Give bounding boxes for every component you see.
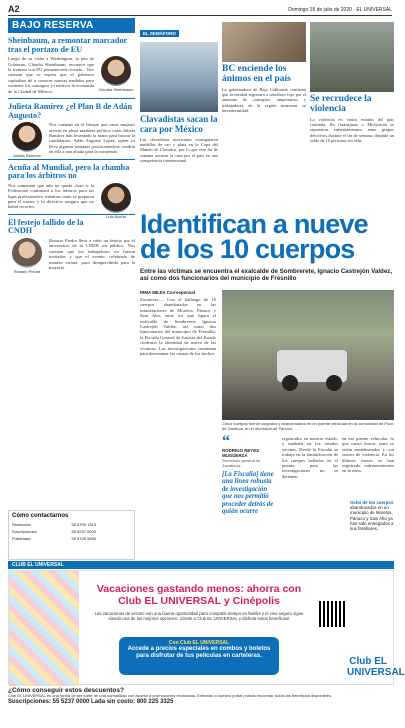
quote-role: Secretario general de Zacatecas [222,458,261,468]
article-body: Luego de su visita a Washington, la jefa de Gobierno, Claudia Sheinbaum, reconoce que la frontera con EU permanecerá cerrada... Nos cuentan que se espera que el gobierno capitalino dé a conocer nuevas medidas para contener los contagios y reactivar la economía de la Ciudad de México. [8,56,94,94]
photo-caption: Luis Acuña [106,213,126,219]
article-column: en ese puente vehicular, lo que causó horror, pues se veían semidesnudos y con rastros de violencia. En los últimos meses se han registrado enfrentamientos en la zona. [342,436,394,474]
left-column [8,18,135,538]
page-number: A2 [8,4,20,14]
contact-label: Suscripciones [12,529,37,534]
bc-card [222,22,306,212]
article-title: Acuña al Mundial, pero la chamba para los árbitros no [8,162,130,181]
photo-sheinbaum [97,56,135,92]
club-ad[interactable] [8,570,405,685]
contact-row [9,535,134,542]
page-header [8,4,392,16]
divider [8,159,135,160]
article-column: registrados en nuestro estado, y también en los estados vecinos. Desde la Fiscalía se trabaja en la identificación de los cuerpos hallados en el puente, pero las investigaciones no se detienen. [282,436,338,479]
date-line: Domingo 19 de julio de 2020 · EL UNIVERSAL [288,7,392,13]
wheel-shape [326,375,342,391]
portrait-image [12,122,42,152]
quote-block [222,433,278,516]
sidebox [350,500,394,531]
semaforo-label: EL SEMÁFORO [140,30,179,37]
ad-subtext: Las vacaciones de verano son una buena oportunidad para compartir tiempo en familia y el cine seguro sigue siendo una de las mejores opciones. ¡Únete a Club EL UNIVERSAL y disfruta estos beneficios! [94,611,304,622]
portrait-image [12,238,42,268]
article-cndh [8,217,135,275]
article-acuna [8,162,135,219]
contact-label: Redacción [12,522,31,527]
card-title: Se recrudece la violencia [310,94,372,114]
card-body: Las clavadistas mexicanas consiguieron medallas de oro y plata en la Copa del Mundo de Clavados, por lo que este fin de semana sacaron la cara por el país en una competencia internacional. [140,137,218,163]
portrait-image [101,183,131,213]
card-title: BC enciende los ánimos en el país [222,64,291,84]
card-body: La violencia en varios estados del país continúa. En Guanajuato y Michoacán se reportaron enfrentamientos entre grupos delictivos durante el fin de semana, dejando un saldo de 10 personas sin vida. [310,117,394,143]
section-header: BAJO RESERVA [8,18,135,33]
photo-caption: Rosario Piedra [13,269,41,275]
ad-footer [8,688,394,722]
byline: IRMA MEJÍA Corresponsal [140,290,196,295]
qr-code-icon[interactable] [319,601,345,627]
article-body: Rosario Piedra lleva a cabo un festejo por el aniversario de la CNDH sin público. Nos cuentan que los trabajadores no fueron invitados y que el evento, celebrado de manera virtual, pasó desapercibido para la mayoría. [49,238,135,271]
contact-row [9,528,134,535]
wheel-shape [282,375,298,391]
ad-offer-box[interactable] [119,637,279,675]
semaforo-card [140,22,218,212]
contact-row [9,521,134,528]
photo-caption: Julieta Ramírez [13,153,41,159]
article-title: Julieta Ramírez ¿el Plan B de Adán Augusto? [8,102,133,120]
sidebox-body: abandonados en un municipio de Morelos, Pánuco y Sain Alto ya han sido entregados a sus familiares. [350,505,394,532]
main-photo-caption: Cinco cuerpos fueron colgados y abandonados en un puente vehicular en la comunidad de Pozo de Gamboa, en el municipio de Pánuco. [222,421,394,431]
main-article-text [140,290,216,550]
photo-julieta [8,122,46,158]
ad-section-bar: CLUB EL UNIVERSAL [8,561,394,569]
article-sheinbaum [8,37,135,94]
subscription-line: Suscripciones: 55 5237 0000 Lada sin costo: 800 225 3325 [8,699,174,705]
contact-label: Publicidad [12,536,31,541]
article-title: El festejo fallido de la CNDH [8,217,84,236]
card-title: Clavadistas sacan la cara por México [140,114,218,134]
main-body: Zacatecas.— Con el hallazgo de 10 cuerpos abandonados en las inmediaciones de Morelos, Pánuco y Sain Alto, entre los que figura el exalcalde de Sombrerete Ignacio Castrejón Valdez, así como dos funcionarios del municipio de Fresnillo, la Fiscalía General de Justicia del Estado confirmó la identidad de nueve de las víctimas. Las investigaciones continúan para determinar las causas de los hechos. [140,297,216,357]
quote-name: RODRIGO REYES MUGÜERZA [222,448,260,458]
violence-photo [310,22,394,92]
portrait-image [101,56,131,86]
offer-title: Con Club EL UNIVERSAL [168,640,230,646]
article-body: Nos comentan que aún no queda claro si la Federación contratará a los árbitros para las ligas profesionales; mientras tanto se preparan para el torneo y la directiva asegura que no habrá recortes. [8,182,94,210]
article-title: Sheinbaum, a remontar marcador tras el portazo de EU [8,36,128,54]
contact-box [8,510,135,560]
photo-piedra [8,238,46,274]
contact-value: 55 5705 5050 [71,536,96,541]
ad-headline: Vacaciones gastando menos: ahorra con Club EL UNIVERSAL y Cinépolis [96,583,302,607]
offer-text: Accede a precios especiales en combos y boletos para disfrutar de tus películas en carteleras. [127,646,271,659]
violence-card [310,22,394,212]
main-photo [222,290,394,420]
photo-caption: Claudia Sheinbaum [98,87,134,93]
divider [8,98,135,99]
contact-value: 55 5237 0000 [71,529,96,534]
article-julieta [8,102,135,159]
article-body: Nos cuentan en el bloque que otras mujeres activas en plena madurez política como Julieta Ramírez han levantado la mano para buscar la candidatura. Adán Augusto López, quien ya lleva algunas semanas posicionándose, tendría en ella a una aliada para la contienda. [49,122,135,155]
contact-title: Cómo contactarnos [12,513,69,519]
main-headline: Identifican a nueve de los 10 cuerpos [140,209,368,264]
footer-body: Club EL UNIVERSAL es una forma de ser parte de una comunidad con acceso a promociones exclusivas. Entrando a nuestro portal podrás encontrar todos los beneficios disponibles. [8,693,333,698]
contact-value: 55 5709 1313 [71,522,96,527]
footer-question: ¿Cómo conseguir estos descuentos? [8,687,124,694]
quote-icon: “ [222,433,230,450]
main-deck: Entre las víctimas se encuentra el exalcalde de Sombrerete, Ignacio Castrejón Valdez, así como dos funcionarios del municipio de Fresnillo [140,268,393,282]
divers-photo [140,42,218,112]
quote-text: [La Fiscalía] tiene una línea robusta de investigación que nos permitió proceder detrás de quién ocurre [222,471,274,516]
photo-acuna [97,183,135,219]
ad-illustration [9,571,79,686]
bc-photo [222,22,306,62]
club-logo: Club EL UNIVERSAL [347,656,405,678]
sidebox-title: Ocho de los cuerpos [350,500,394,505]
card-body: La gobernadora de Baja California confirmó que la entidad regresará a semáforo rojo por el aumento de contagios; empresarios y trabajadores de la región muestran su inconformidad. [222,87,306,113]
